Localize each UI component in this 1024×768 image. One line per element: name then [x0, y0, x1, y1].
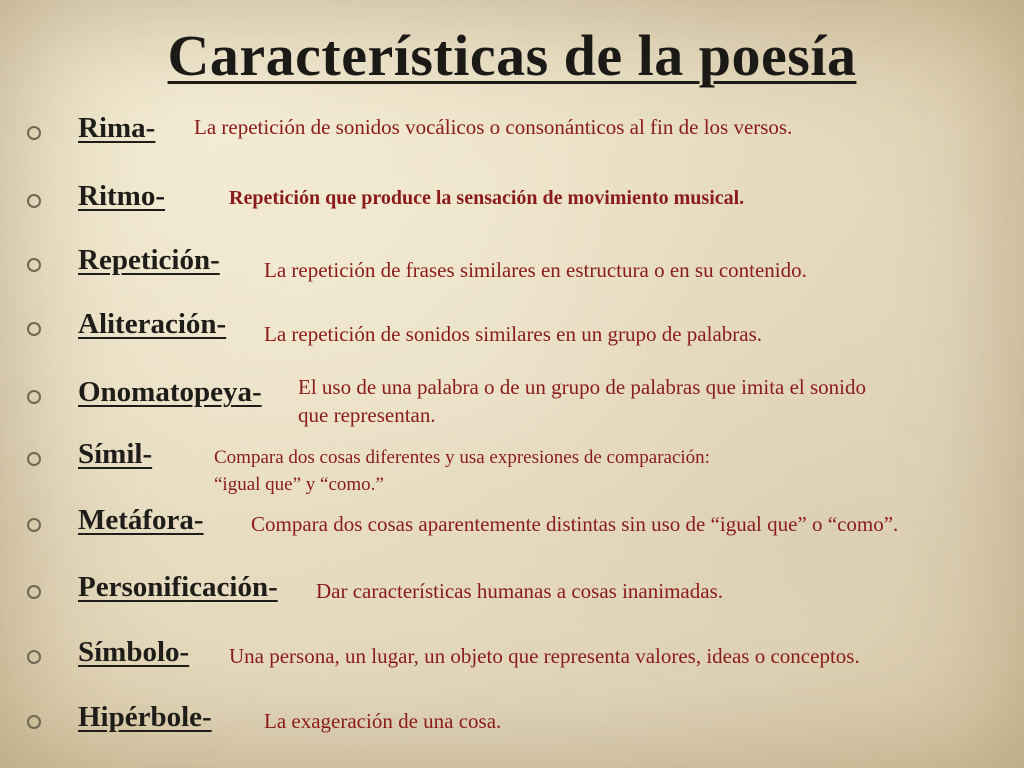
definition-onomatopeya: El uso de una palabra o de un grupo de palabras que imita el sonido que representan. [298, 375, 867, 427]
bullet-icon [27, 390, 41, 404]
term-simbolo: Símbolo- [78, 636, 190, 668]
bullet-icon [27, 585, 41, 599]
term-personificacion: Personificación- [78, 571, 278, 603]
bullet-icon [27, 194, 41, 208]
bullet-icon [27, 258, 41, 272]
bullet-icon [27, 518, 41, 532]
slide-title [0, 22, 1024, 89]
bullet-icon [27, 126, 41, 140]
definition-rima: La repetición de sonidos vocálicos o consonánticos al fin de los versos. [194, 115, 793, 139]
definition-simbolo: Una persona, un lugar, un objeto que representa valores, ideas o conceptos. [229, 644, 860, 668]
term-aliteracion: Aliteración- [78, 308, 227, 340]
definition-repeticion: La repetición de frases similares en estructura o en su contenido. [264, 258, 807, 282]
term-hiperbole: Hipérbole- [78, 701, 212, 733]
term-onomatopeya: Onomatopeya- [78, 376, 262, 408]
slide-title-text: Características de la poesía [167, 23, 857, 88]
definition-personificacion: Dar características humanas a cosas inanimadas. [316, 579, 723, 603]
definition-metafora: Compara dos cosas aparentemente distintas sin uso de “igual que” o “como”. [251, 512, 899, 536]
bullet-icon [27, 452, 41, 466]
bullet-icon [27, 715, 41, 729]
definition-aliteracion: La repetición de sonidos similares en un grupo de palabras. [264, 322, 763, 346]
bullet-icon [27, 650, 41, 664]
term-repeticion: Repetición- [78, 244, 220, 276]
term-ritmo: Ritmo- [78, 180, 165, 212]
term-rima: Rima- [78, 112, 156, 144]
bullet-icon [27, 322, 41, 336]
term-simil: Símil- [78, 438, 153, 470]
definition-ritmo: Repetición que produce la sensación de movimiento musical. [229, 187, 745, 209]
term-metafora: Metáfora- [78, 504, 204, 536]
definition-hiperbole: La exageración de una cosa. [264, 709, 502, 733]
definition-simil: Compara dos cosas diferentes y usa expresiones de comparación: “igual que” y “como.” [214, 447, 710, 495]
